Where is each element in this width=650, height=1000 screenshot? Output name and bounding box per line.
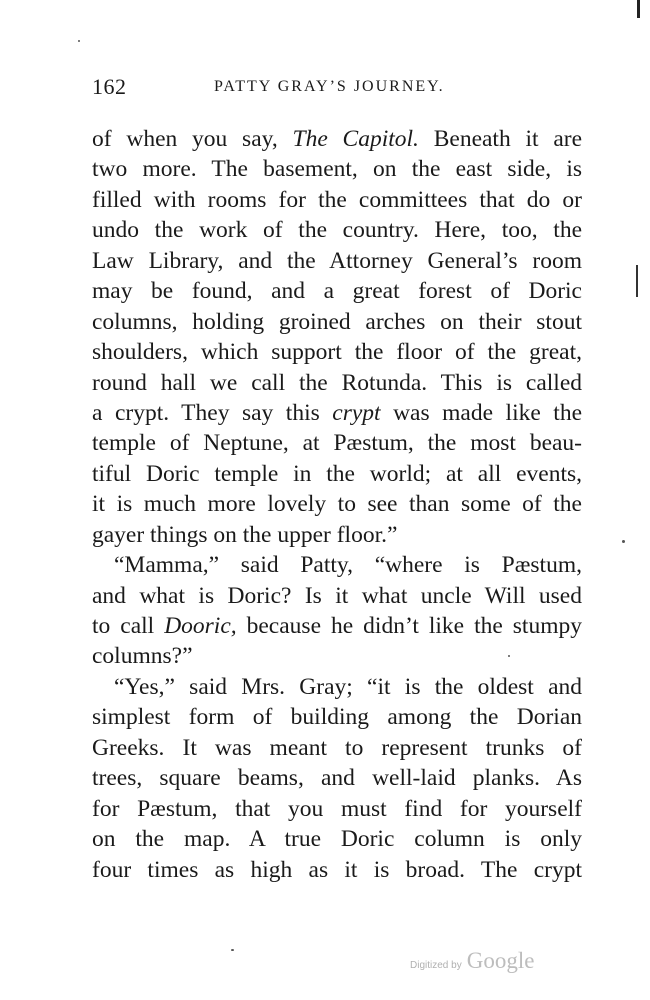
text-line: two more. The basement, on the east side, is bbox=[92, 156, 582, 183]
text-line: tiful Doric temple in the world; at all events, bbox=[92, 460, 582, 487]
text-line: it is much more lovely to see than some of the bbox=[92, 491, 582, 518]
text-line: simplest form of building among the Dorian bbox=[92, 704, 582, 731]
page-number: 162 bbox=[92, 74, 127, 99]
ink-speck bbox=[231, 949, 234, 951]
text-line: four times as high as it is broad. The crypt bbox=[92, 856, 582, 883]
page-header bbox=[92, 74, 592, 104]
text-line: a crypt. They say this crypt was made like the bbox=[92, 399, 582, 426]
text-line: shoulders, which support the floor of the great, bbox=[92, 339, 582, 366]
google-logo: Google bbox=[466, 948, 535, 973]
text-line: “Yes,” said Mrs. Gray; “it is the oldest and bbox=[114, 673, 582, 700]
text-line: round hall we call the Rotunda. This is called bbox=[92, 369, 582, 396]
text-line: to call Dooric, because he didn’t like the stumpy bbox=[92, 613, 582, 639]
digitized-by-text: Digitized by bbox=[410, 960, 462, 971]
text-line: Greeks. It was meant to represent trunks of bbox=[92, 734, 582, 761]
text-line: trees, square beams, and well-laid planks. As bbox=[92, 765, 582, 792]
italic-term: The Capitol. bbox=[292, 126, 419, 152]
ink-speck bbox=[78, 40, 80, 42]
text-line: may be found, and a great forest of Doric bbox=[92, 278, 582, 305]
text-line: of when you say, The Capitol. Beneath it are bbox=[92, 126, 583, 152]
text-line: filled with rooms for the committees that do or bbox=[92, 186, 582, 213]
running-head: PATTY GRAY’S JOURNEY. bbox=[214, 78, 445, 95]
text-line: Law Library, and the Attorney General’s room bbox=[92, 247, 582, 274]
text-line: for Pæstum, that you must find for yourself bbox=[92, 795, 582, 822]
text-line: columns?” bbox=[92, 643, 193, 670]
text-line: “Mamma,” said Patty, “where is Pæstum, bbox=[114, 552, 582, 579]
text-line: and what is Doric? Is it what uncle Will used bbox=[92, 582, 582, 609]
page-edge-line bbox=[637, 0, 640, 18]
text-line: undo the work of the country. Here, too, the bbox=[92, 217, 582, 244]
ink-speck bbox=[622, 540, 625, 543]
digitization-watermark bbox=[410, 948, 534, 978]
italic-term: crypt bbox=[332, 399, 381, 426]
margin-mark bbox=[636, 265, 638, 297]
text-line: gayer things on the upper floor.” bbox=[92, 521, 398, 548]
body-text bbox=[92, 124, 582, 885]
text-line: columns, holding groined arches on their stout bbox=[92, 308, 582, 335]
text-line: temple of Neptune, at Pæstum, the most beau- bbox=[92, 430, 582, 457]
italic-term: Dooric, bbox=[164, 613, 237, 639]
text-line: on the map. A true Doric column is only bbox=[92, 826, 582, 853]
